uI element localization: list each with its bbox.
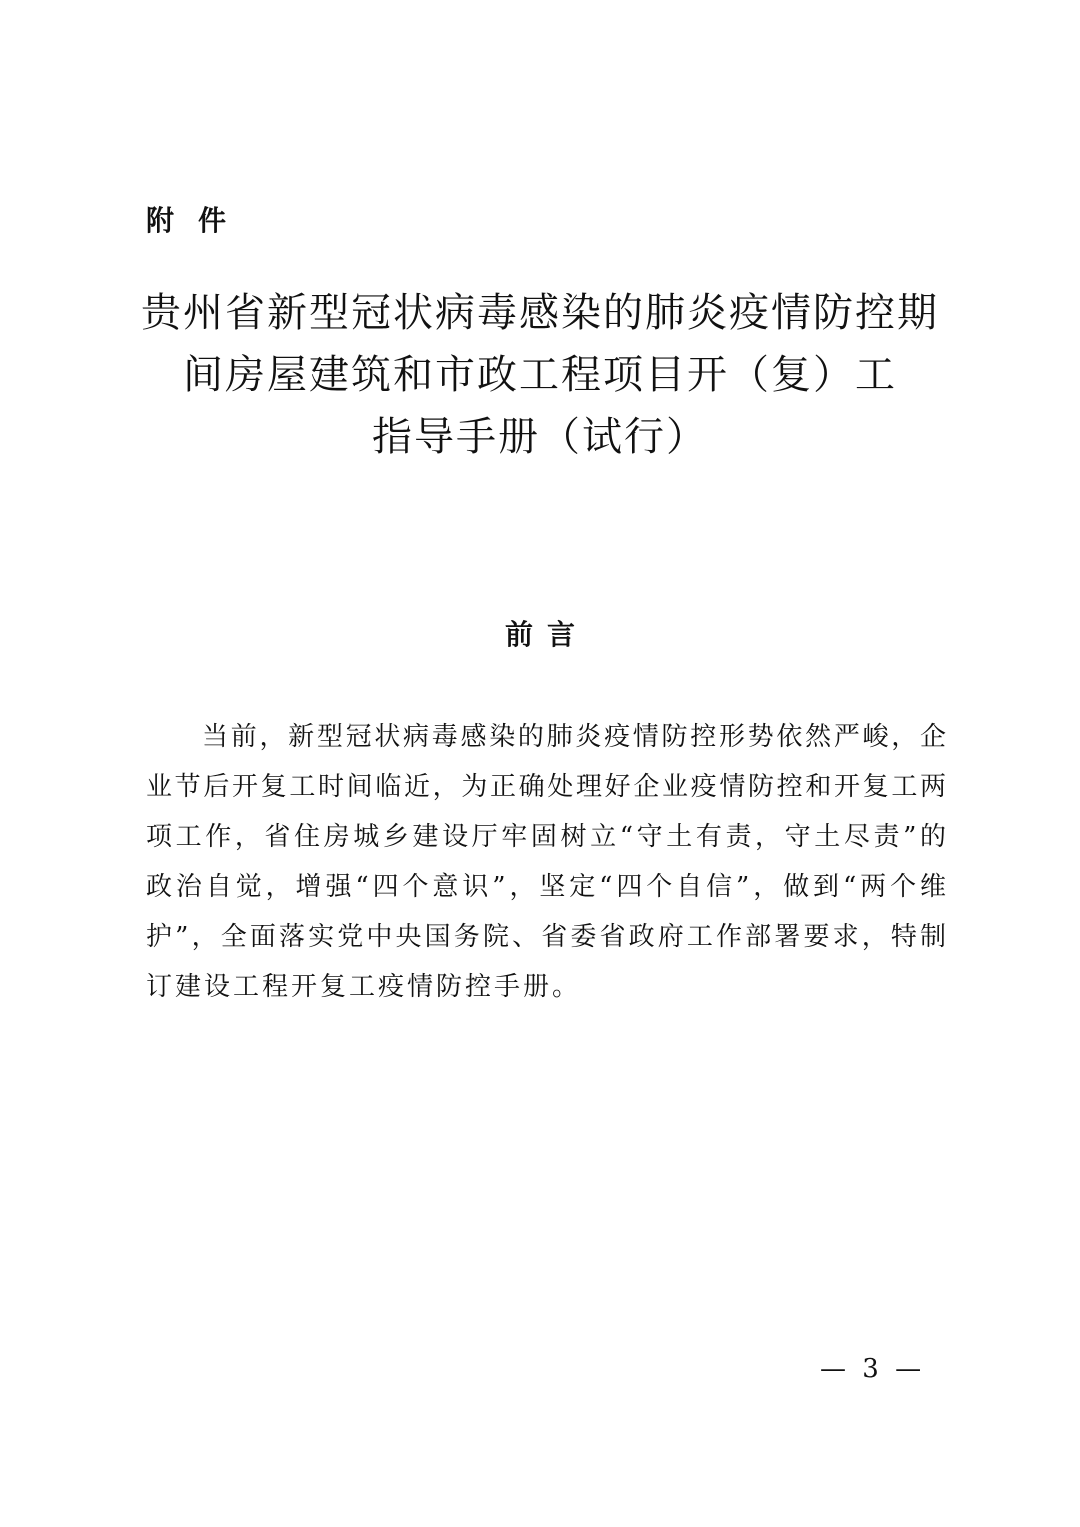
title-line-1: 贵州省新型冠状病毒感染的肺炎疫情防控期 — [141, 290, 939, 336]
document-title — [100, 282, 980, 468]
preface-paragraph — [146, 712, 946, 1012]
title-line-3: 指导手册（试行） — [372, 414, 708, 460]
paragraph-line-5: 护”，全面落实党中央国务院、省委省政府工作部署要求，特制 — [146, 922, 946, 952]
title-line-2: 间房屋建筑和市政工程项目开（复）工 — [183, 352, 897, 398]
paragraph-line-2: 业节后开复工时间临近，为正确处理好企业疫情防控和开复工两 — [146, 772, 946, 802]
page-number: — 3 — — [820, 1354, 926, 1384]
paragraph-line-1: 当前，新型冠状病毒感染的肺炎疫情防控形势依然严峻，企 — [202, 722, 946, 752]
paragraph-line-6: 订建设工程开复工疫情防控手册。 — [146, 972, 582, 1002]
attachment-label: 附件 — [146, 204, 251, 237]
paragraph-line-3: 项工作，省住房城乡建设厅牢固树立“守土有责，守土尽责”的 — [146, 822, 946, 852]
preface-heading: 前言 — [504, 618, 589, 651]
paragraph-line-4: 政治自觉，增强“四个意识”，坚定“四个自信”，做到“两个维 — [146, 872, 946, 902]
